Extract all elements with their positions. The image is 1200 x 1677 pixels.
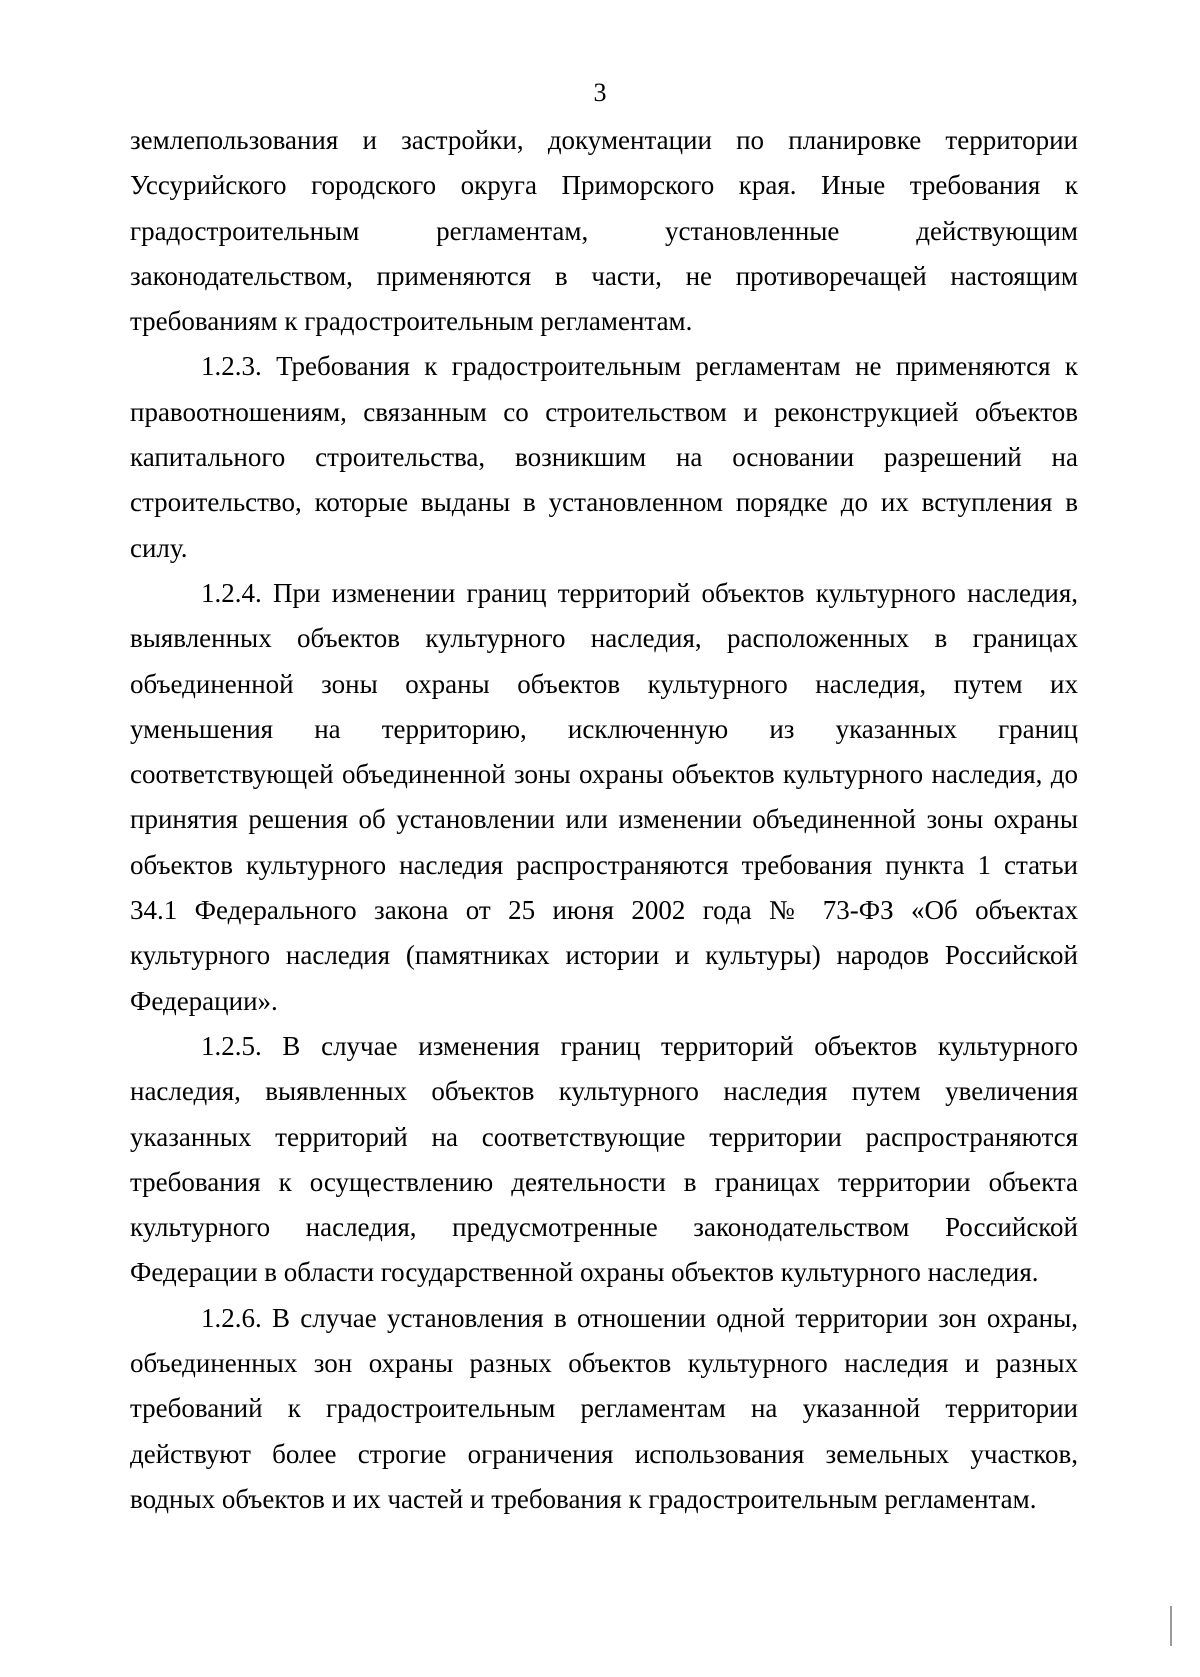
scan-edge-mark bbox=[1170, 1606, 1172, 1646]
document-body bbox=[130, 118, 1078, 1522]
page-number: 3 bbox=[593, 78, 607, 107]
paragraph-continuation: землепользования и застройки, документации по планировке территории Уссурийского городского округа Приморского края. Иные требования к градостроительным регламентам, установленные действующим законодательством, применяются в части, не противоречащей настоящим требованиям к градостроительным регламентам. bbox=[130, 125, 1078, 337]
paragraph-1-2-5: 1.2.5. В случае изменения границ территорий объектов культурного наследия, выявленных объектов культурного наследия путем увеличения указанных территорий на соответствующие территории распространяются требования к осуществлению деятельности в границах территории объекта культурного наследия, предусмотренные законодательством Российской Федерации в области государственной охраны объектов культурного наследия. bbox=[130, 1030, 1078, 1288]
paragraph-1-2-6: 1.2.6. В случае установления в отношении одной территории зон охраны, объединенных зон охраны разных объектов культурного наследия и разных требований к градостроительным регламентам на указанной территории действуют более строгие ограничения использования земельных участков, водных объектов и их частей и требования к градостроительным регламентам. bbox=[130, 1302, 1078, 1514]
paragraph-1-2-3: 1.2.3. Требования к градостроительным регламентам не применяются к правоотношениям, связанным со строительством и реконструкцией объектов капитального строительства, возникшим на основании разрешений на строительство, которые выданы в установленном порядке до их вступления в силу. bbox=[130, 351, 1078, 563]
paragraph-1-2-4: 1.2.4. При изменении границ территорий объектов культурного наследия, выявленных объектов культурного наследия, расположенных в границах объединенной зоны охраны объектов культурного наследия, путем их уменьшения на территорию, исключенную из указанных границ соответствующей объединенной зоны охраны объектов культурного наследия, до принятия решения об установлении или изменении объединенной зоны охраны объектов культурного наследия распространяются требования пункта 1 статьи 34.1 Федерального закона от 25 июня 2002 года № 73-ФЗ «Об объектах культурного наследия (памятниках истории и культуры) народов Российской Федерации». bbox=[130, 577, 1078, 1016]
